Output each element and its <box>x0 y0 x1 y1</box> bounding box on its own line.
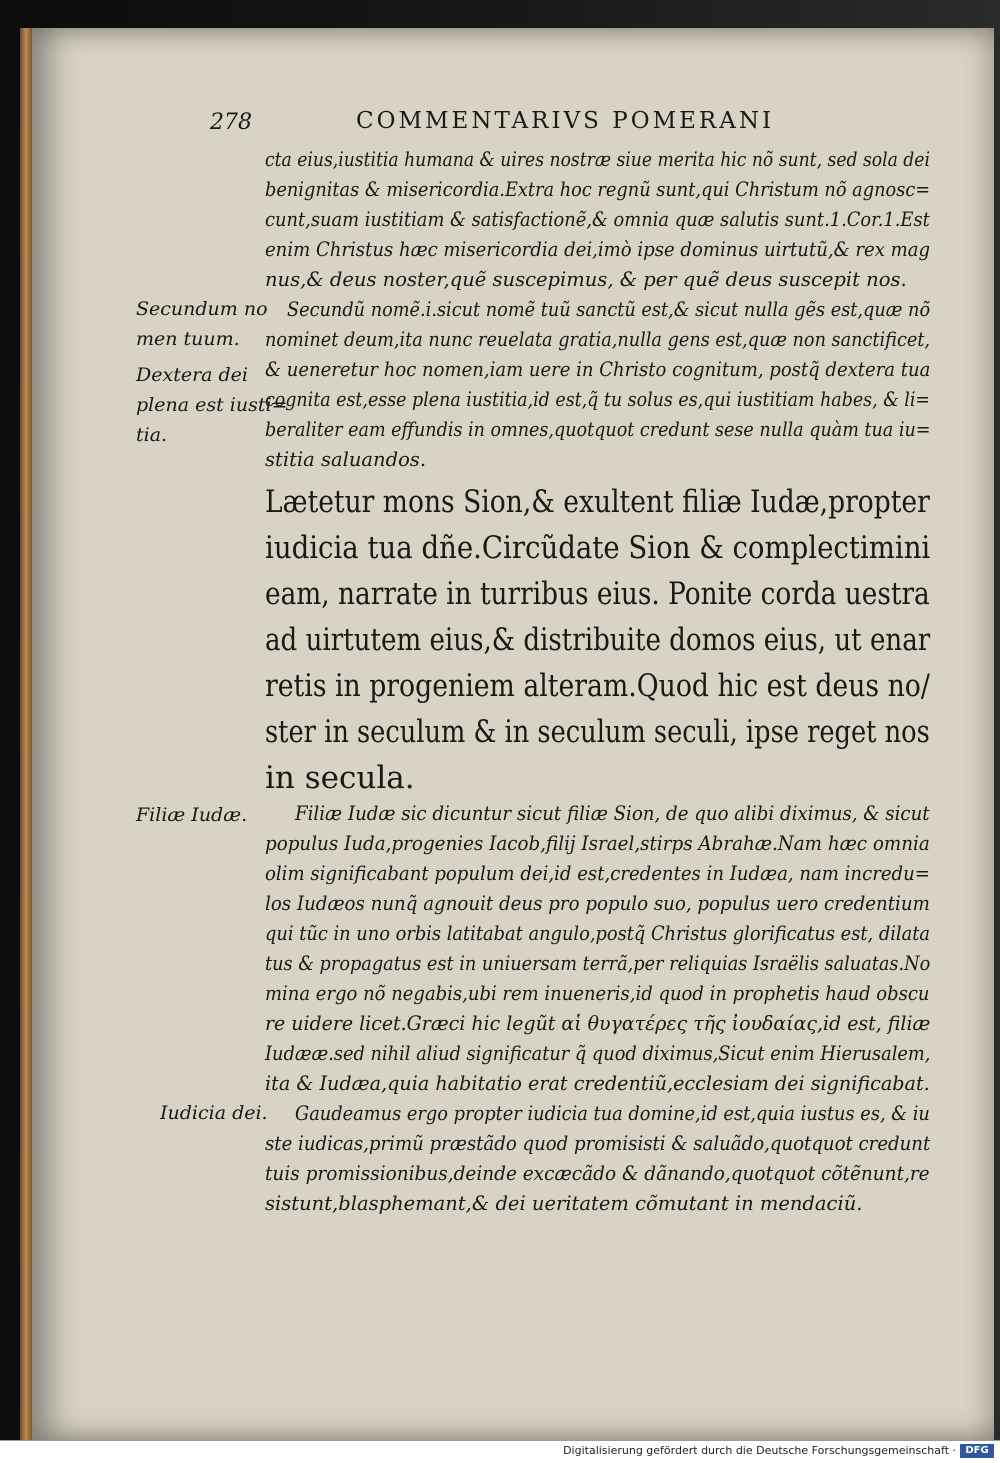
text-line: populus Iuda,progenies Iacob,filij Israel,stirps Abrahæ.Nam hæc omnia <box>265 832 930 855</box>
text-line: stitia saluandos. <box>265 448 427 471</box>
footer-credit: Digitalisierung gefördert durch die Deutsche Forschungsgemeinschaft · <box>563 1444 956 1457</box>
text-line: Iudææ.sed nihil aliud significatur q̃ quod diximus,Sicut enim Hierusalem, <box>265 1042 931 1065</box>
margin-line: men tuum. <box>136 328 240 350</box>
margin-line: Dextera dei <box>136 364 249 386</box>
text-line: ita & Iudæa,quia habitatio erat credentiũ,ecclesiam dei significabat. <box>265 1072 930 1095</box>
text-line: Filiæ Iudæ sic dicuntur sicut filiæ Sion, de quo alibi diximus, & sicut <box>295 802 930 825</box>
text-line: ste iudicas,primũ præstãdo quod promisisti & saluãdo,quotquot credunt <box>265 1132 931 1155</box>
text-line: tuis promissionibus,deinde excæcãdo & dãnando,quotquot cõtẽnunt,re <box>265 1162 930 1185</box>
text-line: cunt,suam iustitiam & satisfactionẽ,& omnia quæ salutis sunt.1.Cor.1.Est <box>265 208 930 231</box>
text-line: mina ergo nõ negabis,ubi rem inueneris,id quod in prophetis haud obscu <box>265 982 930 1005</box>
text-line: enim Christus hæc misericordia dei,imò ipse dominus uirtutũ,& rex mag <box>265 238 931 261</box>
verse-line: ad uirtutem eius,& distribuite domos eius, ut enar <box>265 622 931 658</box>
text-line: sistunt,blasphemant,& dei ueritatem cõmutant in mendaciũ. <box>265 1192 863 1215</box>
text-line: olim significabant populum dei,id est,credentes in Iudæa, nam incredu= <box>265 862 930 885</box>
margin-line: Filiæ Iudæ. <box>136 804 248 826</box>
digitization-footer <box>0 1440 1000 1463</box>
running-head: COMMENTARIVS POMERANI <box>356 108 775 134</box>
margin-line: tia. <box>136 424 168 446</box>
page-edge <box>20 28 32 1440</box>
verse-line: iudicia tua dñe.Circũdate Sion & complectimini <box>265 530 931 566</box>
text-line: tus & propagatus est in uniuersam terrã,per reliquias Israëlis saluatas.No <box>265 952 931 975</box>
verse-line: Lætetur mons Sion,& exultent filiæ Iudæ,propter <box>265 484 930 520</box>
text-line: los Iudæos nunq̃ agnouit deus pro populo suo, populus uero credentium <box>265 892 930 915</box>
text-line: & ueneretur hoc nomen,iam uere in Christo cognitum, postq̃ dextera tua <box>265 358 931 381</box>
text-line: re uidere licet.Græci hic legũt αἱ θυγατέρες τῆς ἰουδαίας,id est, filiæ <box>265 1012 931 1035</box>
margin-line: Iudicia dei. <box>160 1102 268 1124</box>
margin-line: plena est iusti= <box>136 394 288 416</box>
text-line: qui tũc in uno orbis latitabat angulo,postq̃ Christus glorificatus est, dilata <box>265 922 930 945</box>
text-line: Secundũ nomẽ.i.sicut nomẽ tuũ sanctũ est,& sicut nulla gẽs est,quæ nõ <box>287 298 931 321</box>
page-number: 278 <box>210 110 252 135</box>
text-line: Gaudeamus ergo propter iudicia tua domine,id est,quia iustus es, & iu <box>295 1102 930 1125</box>
text-line: cta eius,iustitia humana & uires nostræ siue merita hic nõ sunt, sed sola dei <box>265 148 930 171</box>
dfg-logo: DFG <box>960 1444 994 1458</box>
page-header <box>210 108 775 138</box>
text-line: nus,& deus noster,quẽ suscepimus, & per quẽ deus suscepit nos. <box>265 268 907 291</box>
verse-line: eam, narrate in turribus eius. Ponite corda uestra <box>265 576 930 612</box>
verse-line: ster in seculum & in seculum seculi, ipse reget nos <box>265 714 930 750</box>
text-line: benignitas & misericordia.Extra hoc regnũ sunt,qui Christum nõ agnosc= <box>265 178 931 201</box>
margin-line: Secundum no <box>136 298 268 320</box>
text-line: beraliter eam effundis in omnes,quotquot credunt sese nulla quàm tua iu= <box>265 418 931 441</box>
verse-line: retis in progeniem alteram.Quod hic est deus no/ <box>265 668 930 704</box>
text-line: nominet deum,ita nunc reuelata gratia,nulla gens est,quæ non sanctificet, <box>265 328 931 351</box>
verse-line: in secula. <box>265 760 415 796</box>
text-line: cognita est,esse plena iustitia,id est,q̃ tu solus es,qui iustitiam habes, & li= <box>265 388 931 411</box>
